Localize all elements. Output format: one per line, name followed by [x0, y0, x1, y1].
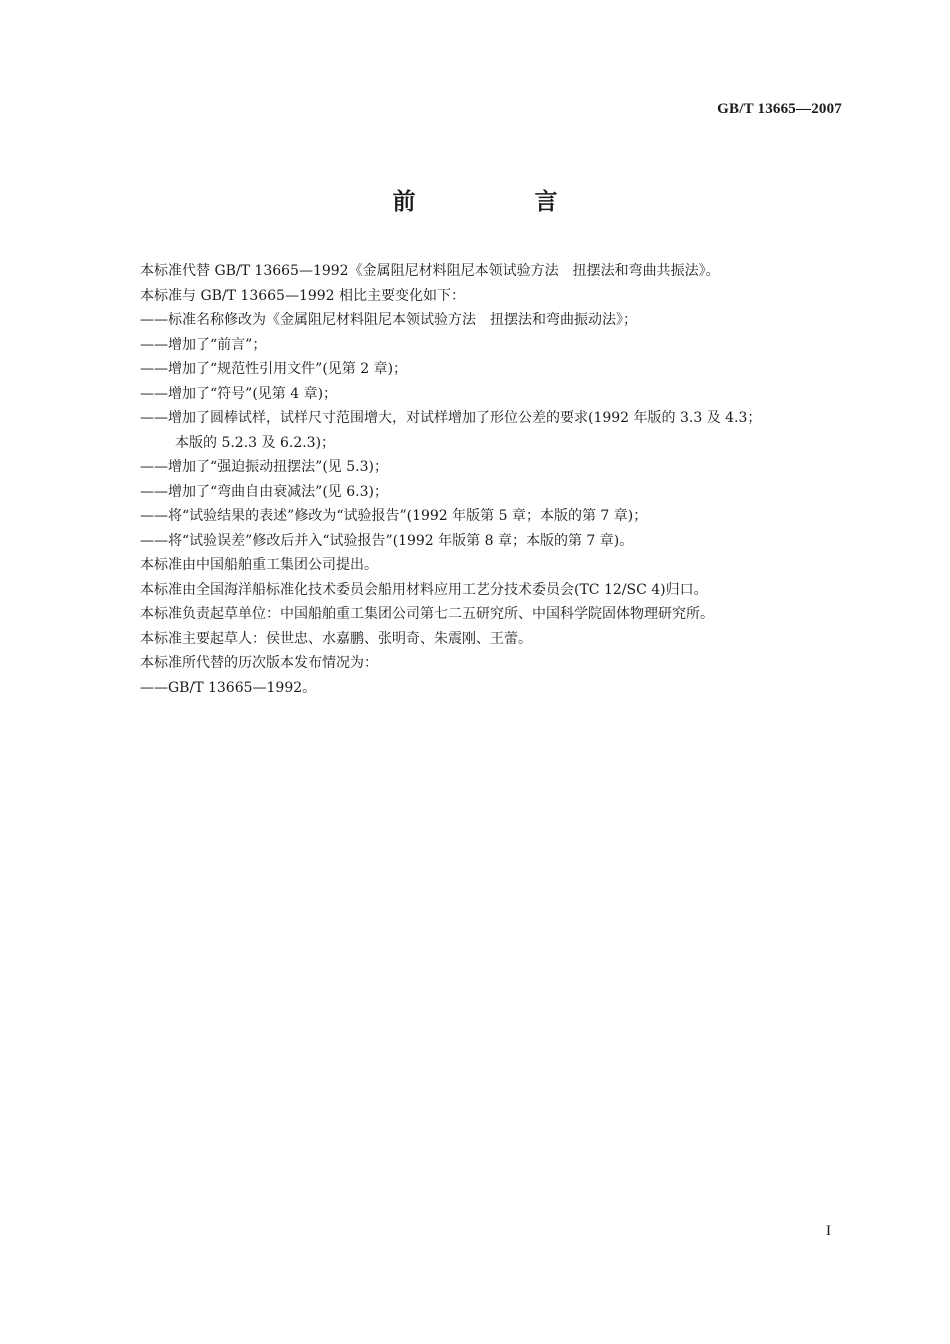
list-item: ——增加了“符号”(见第 4 章)； — [140, 385, 338, 402]
standard-code: GB/T 13665—2007 — [717, 101, 842, 117]
list-item: ——标准名称修改为《金属阻尼材料阻尼本领试验方法 扭摆法和弯曲振动法》； — [140, 312, 637, 328]
list-item: ——将“试验误差”修改后并入“试验报告”(1992 年版第 8 章；本版的第 7 章)。 — [140, 532, 634, 549]
list-item: ——增加了“规范性引用文件”(见第 2 章)； — [140, 361, 408, 377]
paragraph-drafting-units: 本标准负责起草单位：中国船舶重工集团公司第七二五研究所、中国科学院固体物理研究所。 — [140, 606, 714, 622]
page-title: 前 言 — [392, 189, 606, 215]
paragraph-drafters: 本标准主要起草人：侯世忠、水嘉鹏、张明奇、朱震刚、王蕾。 — [140, 630, 532, 647]
foreword-body — [140, 259, 850, 700]
list-item: ——GB/T 13665—1992。 — [140, 679, 317, 696]
page-number: I — [826, 1223, 831, 1239]
paragraph-history-intro: 本标准所代替的历次版本发布情况为： — [140, 655, 378, 671]
list-item: ——增加了“弯曲自由衰减法”(见 6.3)； — [140, 483, 388, 500]
paragraph-changes-intro: 本标准与 GB/T 13665—1992 相比主要变化如下： — [140, 287, 466, 304]
list-item: ——增加了“前言”； — [140, 336, 267, 353]
paragraph-replaces: 本标准代替 GB/T 13665—1992《金属阻尼材料阻尼本领试验方法 扭摆法和弯曲共振法》。 — [140, 263, 720, 279]
list-item-continuation: 本版的 5.2.3 及 6.2.3)； — [175, 434, 336, 451]
list-item: ——将“试验结果的表述”修改为“试验报告”(1992 年版第 5 章；本版的第 7 章)； — [140, 508, 648, 524]
paragraph-proposed-by: 本标准由中国船舶重工集团公司提出。 — [140, 557, 378, 573]
list-item: ——增加了“强迫振动扭摆法”(见 5.3)； — [140, 459, 388, 475]
list-item: ——增加了圆棒试样，试样尺寸范围增大，对试样增加了形位公差的要求(1992 年版的 3.3 及 4.3； — [140, 410, 762, 426]
paragraph-administered-by: 本标准由全国海洋船标准化技术委员会船用材料应用工艺分技术委员会(TC 12/SC 4)归口。 — [140, 581, 708, 598]
